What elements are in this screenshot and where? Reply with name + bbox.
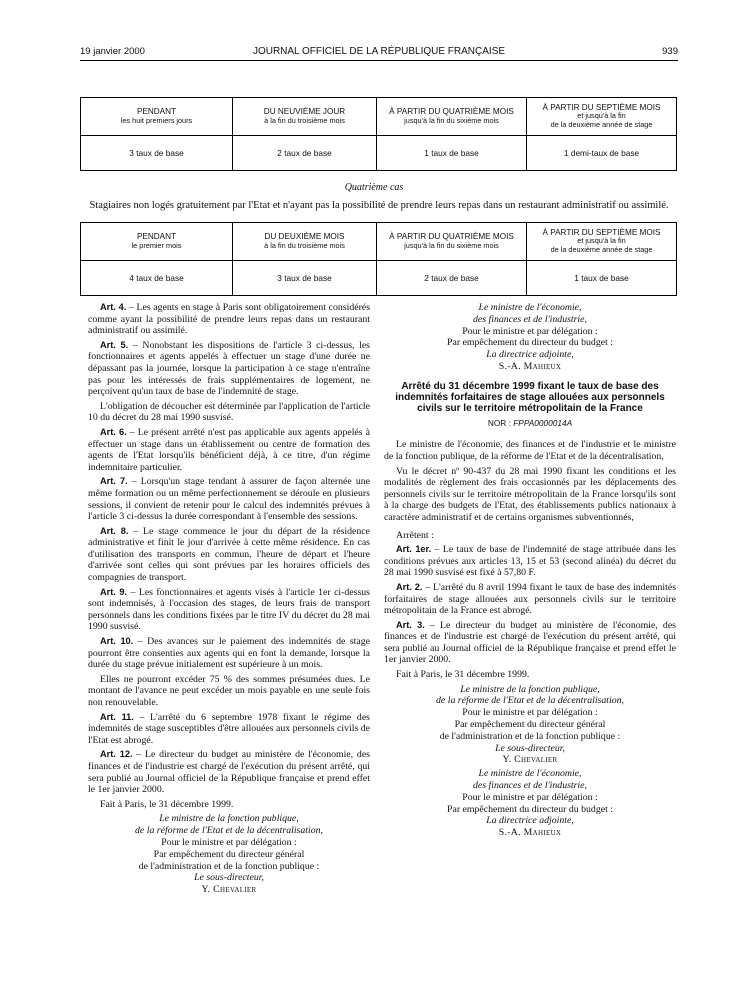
article: Art. 10. – Des avances sur le paiement des indemnités de stage pourront être consenties aux agents qui en font la demande, lorsque la durée du stage prévue initialement est supérieure à un mois. — [88, 636, 370, 671]
signing-place-date: Fait à Paris, le 31 décembre 1999. — [396, 669, 530, 681]
left-column — [88, 302, 370, 898]
article: Art. 5. – Nonobstant les dispositions de l'article 3 ci-dessus, les fonctionnaires et agents appelés à effectuer un stage d'une durée ne dépassant pas la journée, lorsque la participation à ce stage n'entraîne pas pour les intéressés de frais supplémentaires de logement, ne perçoivent qu'un taux de base de l'indemnité de stage. — [88, 339, 370, 398]
page-header — [80, 46, 678, 60]
article: Art. 4. – Les agents en stage à Paris sont obligatoirement considérés comme ayant la possibilité de prendre leurs repas dans un restaurant administratif ou assimilé. — [88, 302, 371, 337]
article-paragraph: Elles ne pourront excéder 75 % des sommes présumées dues. Le montant de l'avance ne peut excéder un mois payable en une seule fois non renouvelable. — [88, 673, 370, 708]
article-paragraph: L'obligation de découcher est déterminée par l'application de l'article 10 du décret du 28 mai 1990 susvisé. — [88, 400, 370, 424]
table-cell: 1 demi-taux de base — [527, 136, 677, 171]
signature-block: Le ministre de l'économie, des finances et de l'industrie, Pour le ministre et par délégation : Par empêchement du directeur du budget : La directrice adjointe, S.-A. Mahieux — [447, 768, 613, 839]
right-column — [384, 302, 676, 841]
table-cell: 2 taux de base — [233, 136, 377, 171]
nor-reference: NOR : FPPA0000014A — [487, 417, 573, 428]
article: Art. 1er. – Le taux de base de l'indemnité de stage attribuée dans les conditions prévues aux articles 13, 15 et 53 (second alinéa) du décret du 28 mai 1990 susvisé est fixé à 57,80 F. — [384, 544, 676, 579]
table-header-cell: PENDANT les huit premiers jours — [81, 98, 233, 136]
journal-title: JOURNAL OFFICIEL DE LA RÉPUBLIQUE FRANÇAISE — [252, 46, 506, 57]
article: Art. 3. – Le directeur du budget au ministère de l'économie, des finances et de l'industrie est chargé de l'exécution du présent arrêté, qui sera publié au Journal officiel de la République française et prend effet le 1er janvier 2000. — [384, 619, 676, 666]
article: Art. 12. – Le directeur du budget au ministère de l'économie, des finances et de l'industrie est chargé de l'exécution du présent arrêté, qui sera publié au Journal officiel de la République française et prend effet le 1er janvier 2000. — [88, 749, 370, 796]
preamble: Vu le décret nº 90-437 du 28 mai 1990 fixant les conditions et les modalités de règlement des frais occasionnés par les déplacements des personnels civils sur le territoire métropolitain de la France lorsqu'ils sont à la charge des budgets de l'Etat, des établissements publics nationaux à caractère administratif et de certains organismes subventionnés, — [384, 465, 676, 523]
signature-block: Le ministre de l'économie, des finances et de l'industrie, Pour le ministre et par délégation : Par empêchement du directeur du budget : La directrice adjointe, S.-A. Mahieux — [447, 302, 613, 372]
table-header-cell: À PARTIR DU QUATRIÈME MOIS jusqu'à la fin du sixième mois — [377, 98, 527, 136]
header-date: 19 janvier 2000 — [80, 46, 145, 57]
arrete-title: Arrêté du 31 décembre 1999 fixant le taux de base des indemnités forfaitaires de stage allouées aux personnels civils sur le territoire métropolitain de la France — [395, 380, 665, 414]
table-header-cell: DU NEUVIÈME JOUR à la fin du troisième mois — [233, 98, 377, 136]
arretent: Arrêtent : — [396, 529, 434, 541]
table-header-cell: PENDANT le premier mois — [81, 223, 233, 261]
signing-place-date: Fait à Paris, le 31 décembre 1999. — [100, 798, 234, 810]
table-header-cell: DU DEUXIÈME MOIS à la fin du troisième mois — [233, 223, 377, 261]
table-cell: 4 taux de base — [81, 261, 233, 296]
table-cell: 2 taux de base — [377, 261, 527, 296]
signature-block: Le ministre de la fonction publique, de la réforme de l'Etat et de la décentralisation, Pour le ministre et par délégation : Par empêchement du directeur général de l'administration et de la fonction publique : Le sous-directeur, Y. Chevalier — [436, 683, 624, 766]
article: Art. 6. – Le présent arrêté n'est pas applicable aux agents appelés à effectuer un stage dans un établissement ou centre de formation des agents de l'Etat lorsqu'ils bénéficient déjà, à ce titre, d'un régime indemnitaire particulier. — [88, 426, 371, 473]
table-cell: 3 taux de base — [81, 136, 233, 171]
page-number: 939 — [662, 46, 678, 57]
table-cell: 3 taux de base — [233, 261, 377, 296]
rates-table-third-case — [80, 97, 677, 171]
preamble: Le ministre de l'économie, des finances et de l'industrie et le ministre de la fonction publique, de la réforme de l'Etat et de la décentralisation, — [384, 439, 676, 462]
signature-block: Le ministre de la fonction publique, de la réforme de l'Etat et de la décentralisation, Pour le ministre et par délégation : Par empêchement du directeur général de l'administration et de la fonction publique : Le sous-directeur, Y. Chevalier — [135, 813, 323, 896]
rates-table-fourth-case — [80, 222, 677, 296]
article: Art. 8. – Le stage commence le jour du départ de la résidence administrative et finit le jour d'arrivée à cette même résidence. En cas d'utilisation des transports en commun, l'heure de départ et l'heure d'arrivée sont celles qui sont prévues par les horaires officiels des compagnies de transport. — [88, 525, 370, 584]
article: Art. 11. – L'arrêté du 6 septembre 1978 fixant le régime des indemnités de stage susceptibles d'être allouées aux personnels civils de l'Etat est abrogé. — [88, 711, 370, 746]
header-rule — [80, 60, 678, 61]
article: Art. 7. – Lorsqu'un stage tendant à assurer de façon alternée une même formation ou un même perfectionnement se déroule en plusieurs sessions, il convient de retenir pour le calcul des indemnités prévues à l'article 3 ci-dessus la durée correspondant à l'ensemble des sessions. — [88, 476, 370, 523]
table-header-cell: À PARTIR DU SEPTIÈME MOIS et jusqu'à la fin de la deuxième année de stage — [527, 223, 677, 261]
table-header-cell: À PARTIR DU QUATRIÈME MOIS jusqu'à la fin du sixième mois — [377, 223, 527, 261]
table-header-cell: À PARTIR DU SEPTIÈME MOIS et jusqu'à la fin de la deuxième année de stage — [527, 98, 677, 136]
case-title: Quatrième cas — [344, 182, 404, 193]
table-cell: 1 taux de base — [377, 136, 527, 171]
table-cell: 1 taux de base — [527, 261, 677, 296]
article: Art. 9. – Les fonctionnaires et agents visés à l'article 1er ci-dessus sont indemnisés, à l'occasion des stages, de leurs frais de transport personnels dans les conditions fixées par le titre IV du décret du 28 mai 1990 susvisé. — [88, 586, 370, 633]
article: Art. 2. – L'arrêté du 8 avril 1994 fixant le taux de base des indemnités forfaitaires de stage allouées aux personnels civils sur le territoire métropolitain de la France est abrogé. — [384, 581, 677, 617]
case-description: Stagiaires non logés gratuitement par l'Etat et n'ayant pas la possibilité de prendre leurs repas dans un restaurant administratif ou assimilé. — [89, 200, 669, 211]
